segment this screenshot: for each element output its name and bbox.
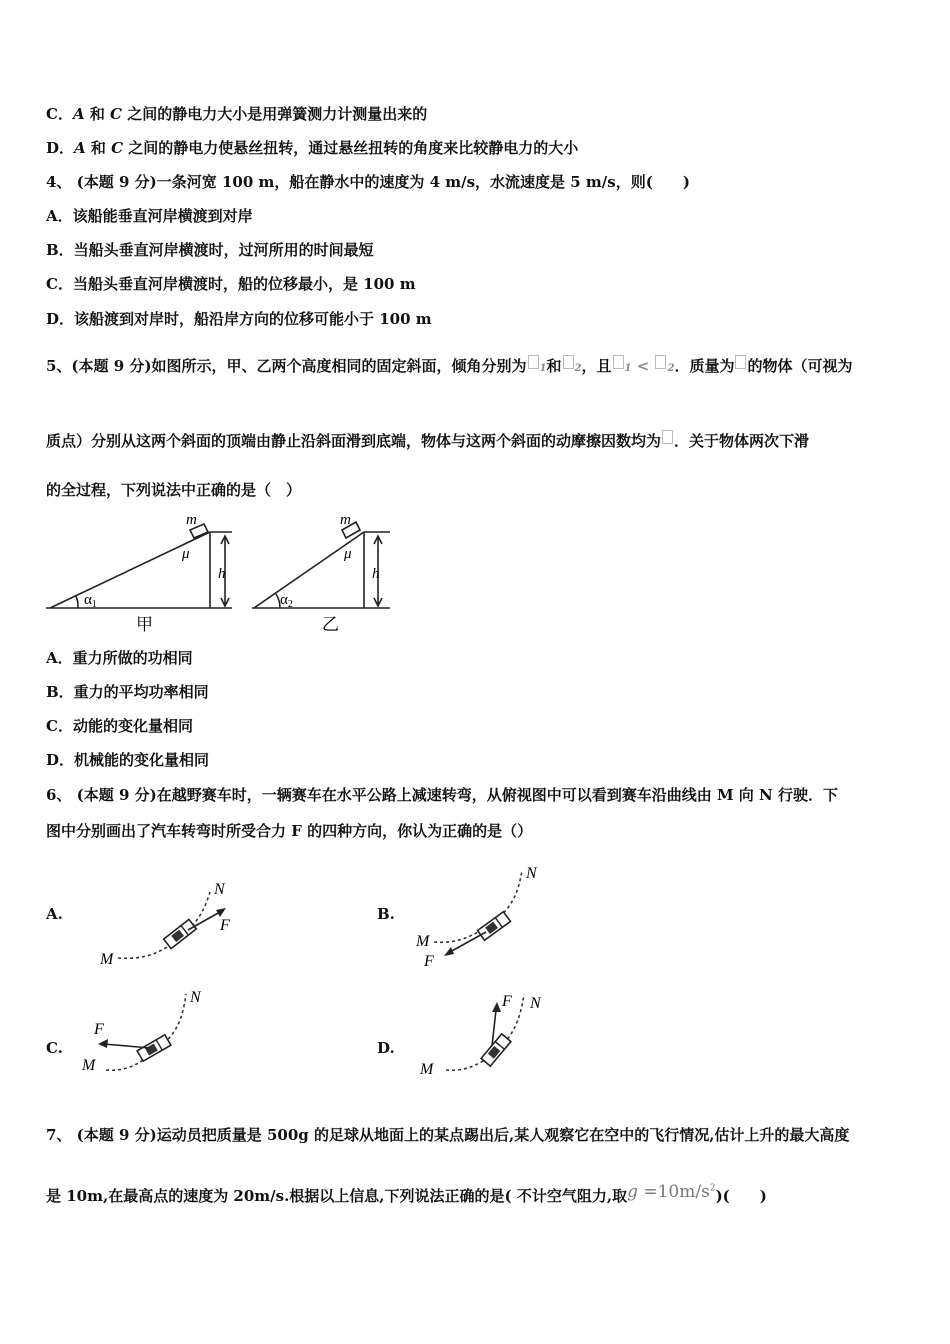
f-label: F [94,1021,104,1038]
race-car-icon [164,919,197,948]
m-label: M [420,1061,434,1078]
q4-option-b: B．当船头垂直河岸横渡时，过河所用的时间最短 [46,241,374,259]
q6-option-d-label: D. [377,1039,395,1057]
n-label: N [530,995,541,1012]
alpha2-label: $\alpha_2$ [280,592,293,610]
q6-option-c-label: C. [46,1039,63,1057]
yi-label: 乙 [322,615,339,634]
q5-option-d: D．机械能的变化量相同 [46,751,210,769]
alpha2-placeholder-icon [563,355,574,369]
q4-option-c: C．当船头垂直河岸横渡时，船的位移最小，是 100 m [46,275,416,293]
f-label: F [424,953,434,970]
n-label: N [526,865,537,882]
q5-option-b: B．重力的平均功率相同 [46,683,209,701]
q5-stem-line2: 质点）分别从这两个斜面的顶端由静止沿斜面滑到底端，物体与这两个斜面的动摩擦因数均为 ．关于物体两次下滑 [46,432,810,450]
f-label: F [502,993,512,1010]
height-label: h [218,566,226,582]
q5-option-a: A．重力所做的功相同 [46,649,193,667]
mass-label: m [186,512,197,528]
q5-option-c: C．动能的变化量相同 [46,717,193,735]
q6-option-b-label: B. [377,905,395,923]
n-label: N [214,881,225,898]
q5-incline-figure [40,508,400,636]
q6-stem-line2: 图中分别画出了汽车转弯时所受合力 F 的四种方向，你认为正确的是（） [46,822,533,840]
q6-figure-b [410,860,560,970]
gravity-formula: $g =10m/s^2$ [627,1182,716,1202]
q5-stem-line3: 的全过程，下列说法中正确的是（ ） [46,481,302,499]
alpha1-placeholder-icon [528,355,539,369]
alpha1-label: $\alpha_1$ [84,592,97,610]
q7-stem-line2: 是 10m,在最高点的速度为 20m/s.根据以上信息,下列说法正确的是( 不计空气阻力,取$g =10m/s^2$)( ) [46,1182,767,1205]
mu-label: μ [182,546,190,562]
q4-option-d: D．该船渡到对岸时，船沿岸方向的位移可能小于 100 m [46,310,432,328]
mu-placeholder-icon [662,430,673,444]
q4-option-a: A．该船能垂直河岸横渡到对岸 [46,207,253,225]
m-label: M [100,951,114,968]
q5-stem-line1: 5、(本题 9 分)如图所示，甲、乙两个高度相同的固定斜面，倾角分别为 1和 2，且 1 < 2．质量为 的物体（可视为 [46,357,853,375]
n-label: N [190,989,201,1006]
q3-option-d: D．A 和 C 之间的静电力使悬丝扭转，通过悬丝扭转的角度来比较静电力的大小 [46,139,579,157]
height-label: h [372,566,380,582]
mass-placeholder-icon [735,355,746,369]
q3-option-c: C．A 和 C 之间的静电力大小是用弹簧测力计测量出来的 [46,105,428,123]
jia-label: 甲 [136,615,153,634]
q6-stem-line1: 6、 (本题 9 分)在越野赛车时，一辆赛车在水平公路上减速转弯，从俯视图中可以看到赛车沿曲线由 M 向 N 行驶．下 [46,786,838,804]
q6-figure-d [416,984,566,1084]
q7-stem-line1: 7、 (本题 9 分)运动员把质量是 500g 的足球从地面上的某点踢出后,某人观察它在空中的飞行情况,估计上升的最大高度 [46,1126,850,1144]
m-label: M [416,933,430,950]
alpha1-placeholder-icon [613,355,624,369]
mu-label: μ [344,546,352,562]
incline-jia [46,524,232,608]
alpha2-placeholder-icon [655,355,666,369]
q6-option-a-label: A. [46,905,63,923]
q4-stem: 4、 (本题 9 分)一条河宽 100 m，船在静水中的速度为 4 m/s，水流速度是 5 m/s，则( ) [46,173,690,191]
q6-figure-c [78,984,228,1084]
incline-yi [252,522,390,608]
race-car-icon [478,912,511,941]
q6-figure-a [96,872,246,972]
f-label: F [220,917,230,934]
race-car-icon [481,1034,511,1066]
mass-label: m [340,512,351,528]
m-label: M [82,1057,96,1074]
